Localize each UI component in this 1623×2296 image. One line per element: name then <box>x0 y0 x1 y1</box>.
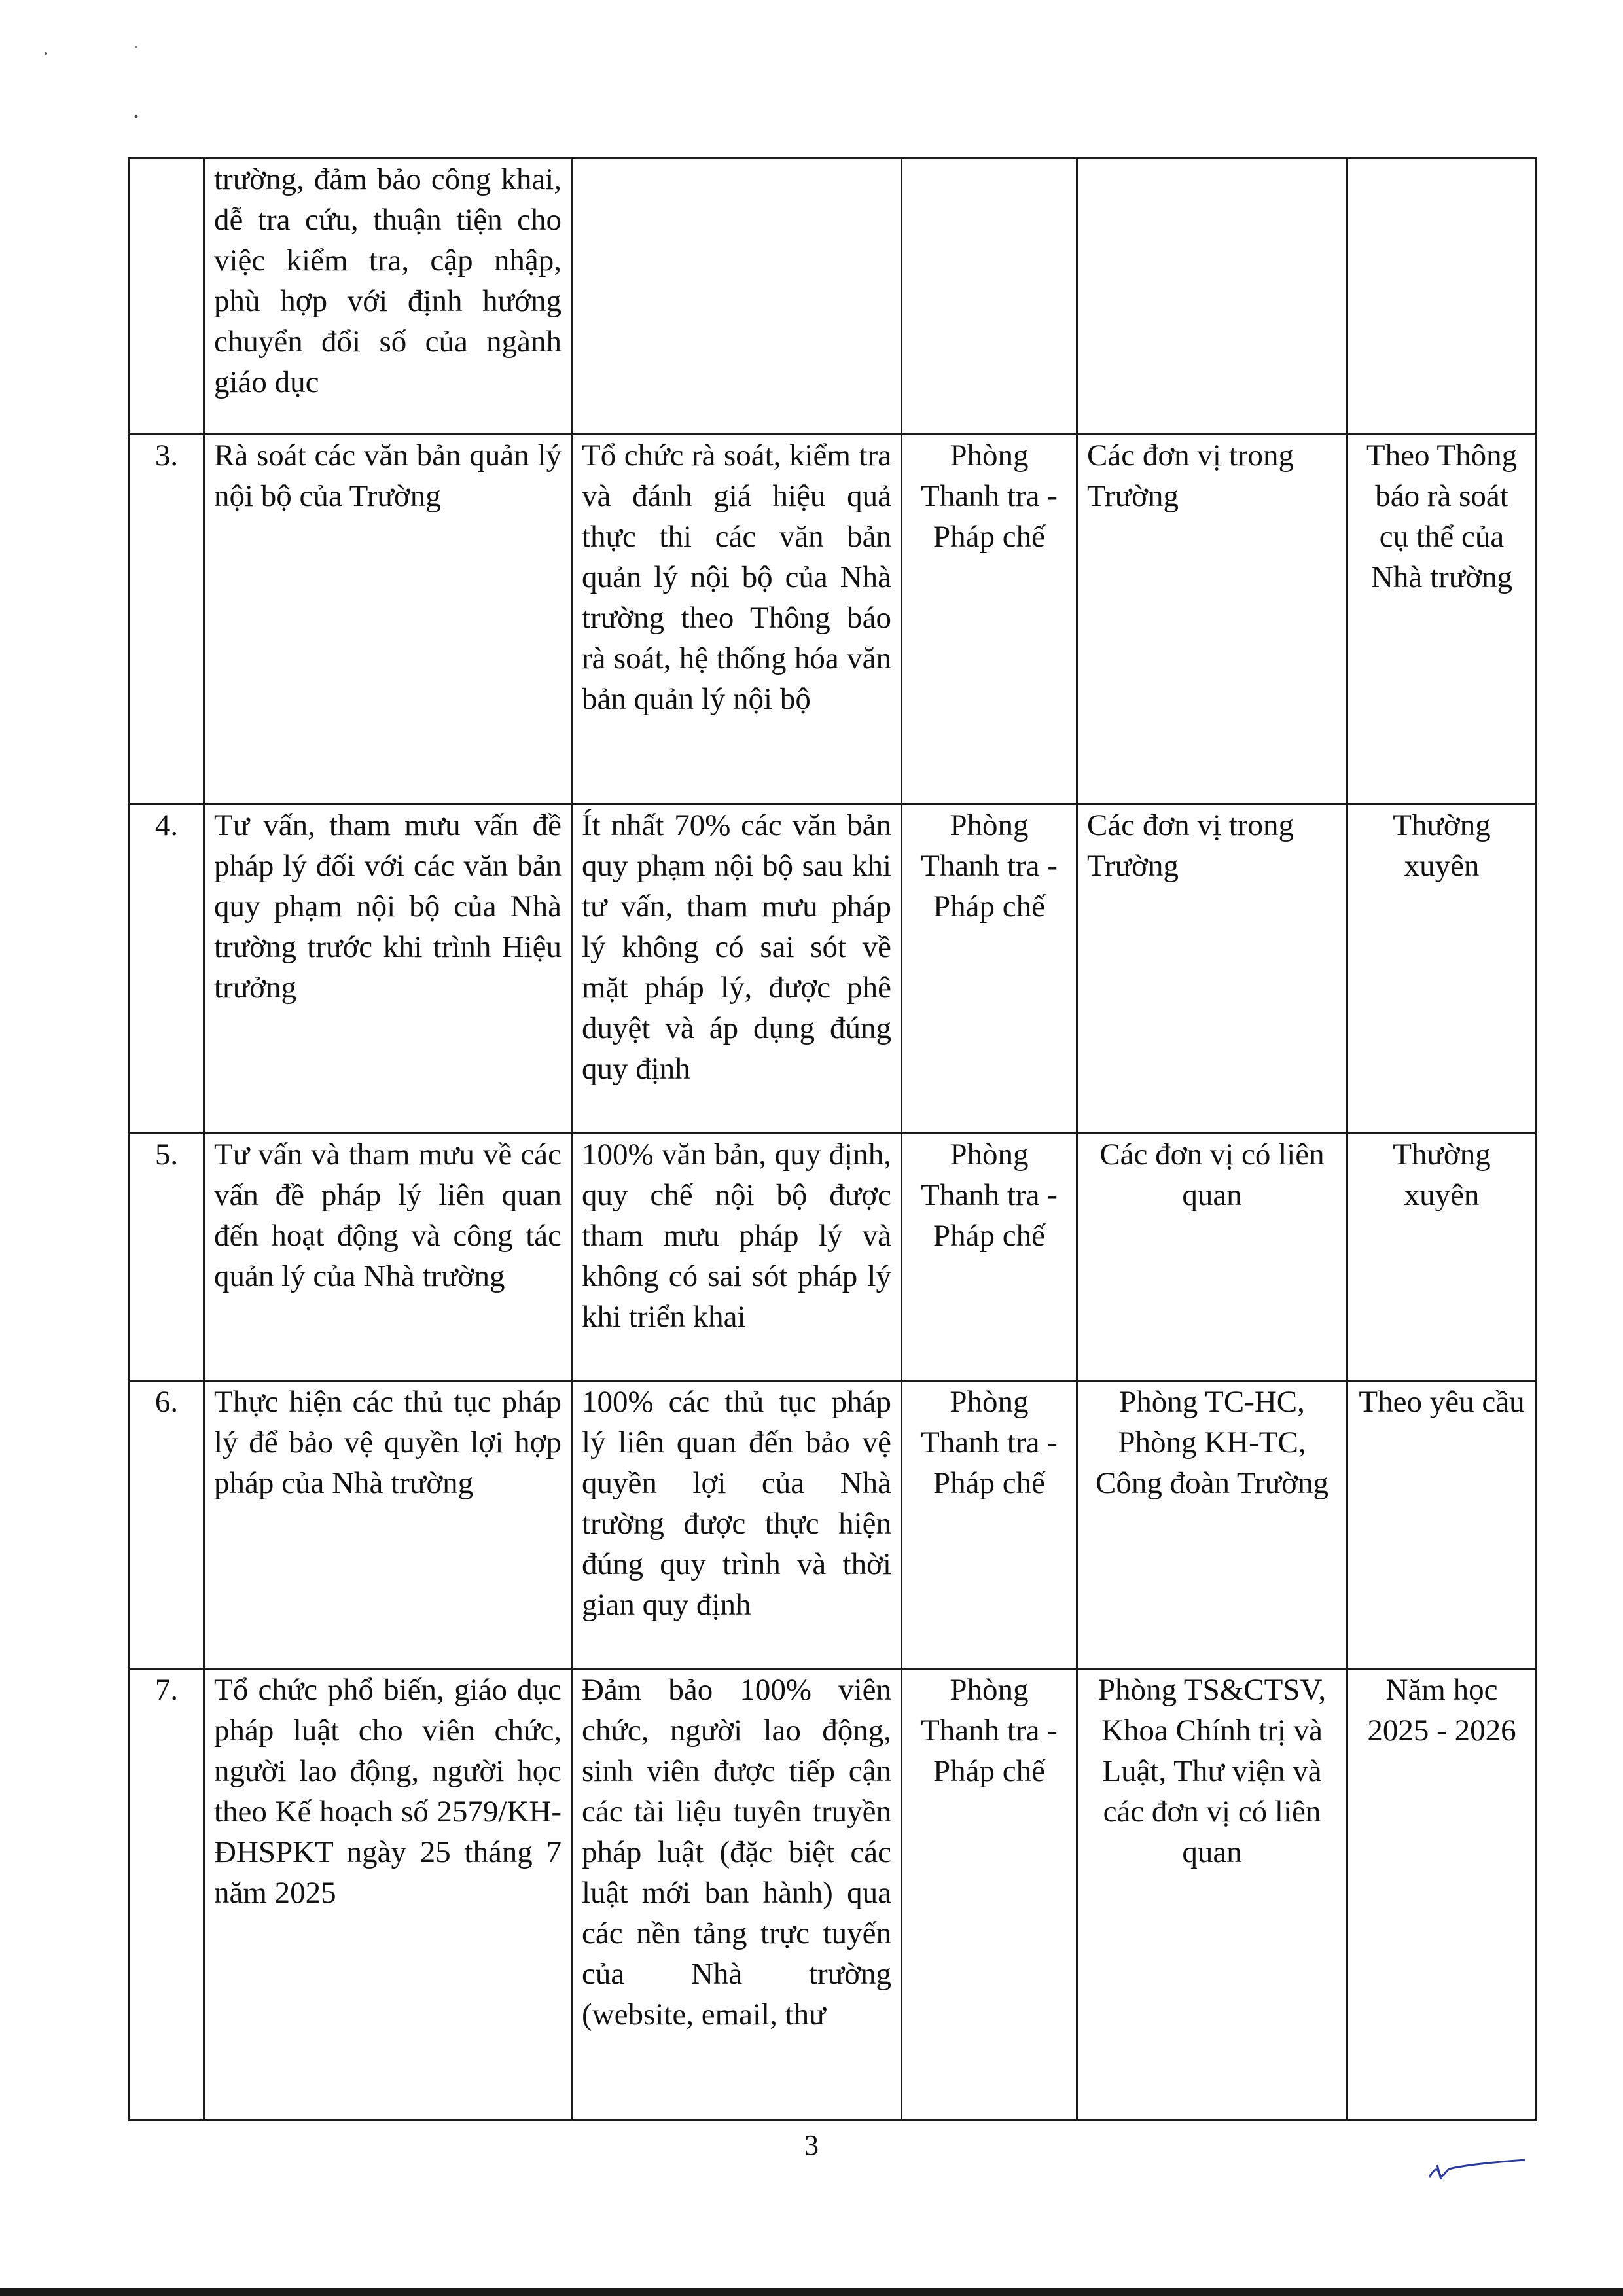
lead-unit-text: Phòng Thanh tra - Pháp chế <box>921 1385 1058 1500</box>
time-cell <box>1347 1381 1537 1669</box>
table-row <box>130 435 1537 804</box>
result-cell <box>572 1134 902 1381</box>
coordinating-unit-cell <box>1077 435 1347 804</box>
task-cell <box>204 1134 572 1381</box>
result-cell <box>572 158 902 435</box>
task-text: Tổ chức phổ biến, giáo dục pháp luật cho viên chức, người lao động, người học theo Kế hoạch số 2579/KH-ĐHSPKT ngày 25 tháng 7 năm 2025 <box>214 1673 562 1910</box>
result-cell <box>572 1381 902 1669</box>
task-text: Tư vấn và tham mưu về các vấn đề pháp lý liên quan đến hoạt động và công tác quản lý của Nhà trường <box>214 1138 562 1293</box>
row-number: 5. <box>154 1138 179 1172</box>
row-number-cell <box>130 1134 204 1381</box>
lead-unit-cell <box>902 435 1077 804</box>
table-row <box>130 158 1537 435</box>
row-number: 4. <box>154 808 179 842</box>
result-cell <box>572 804 902 1134</box>
coordinating-unit-text: Các đơn vị trong Trường <box>1087 808 1294 883</box>
result-cell <box>572 435 902 804</box>
table-row <box>130 804 1537 1134</box>
lead-unit-text: Phòng Thanh tra - Pháp chế <box>921 808 1058 924</box>
result-text: 100% các thủ tục pháp lý liên quan đến bảo vệ quyền lợi của Nhà trường được thực hiện đúng quy trình và thời gian quy định <box>582 1385 891 1622</box>
task-cell <box>204 1669 572 2121</box>
row-number: 7. <box>154 1673 179 1707</box>
coordinating-unit-cell <box>1077 1381 1347 1669</box>
table-row <box>130 1381 1537 1669</box>
task-text: Thực hiện các thủ tục pháp lý để bảo vệ quyền lợi hợp pháp của Nhà trường <box>214 1385 562 1500</box>
time-text: Theo yêu cầu <box>1359 1385 1525 1419</box>
coordinating-unit-cell <box>1077 1134 1347 1381</box>
coordinating-unit-text: Phòng TS&CTSV, Khoa Chính trị và Luật, Thư viện và các đơn vị có liên quan <box>1097 1673 1327 1869</box>
time-text: Thường xuyên <box>1393 1138 1491 1212</box>
lead-unit-cell <box>902 1381 1077 1669</box>
table-row <box>130 1134 1537 1381</box>
coordinating-unit-text: Phòng TC-HC, Phòng KH-TC, Công đoàn Trường <box>1096 1385 1329 1500</box>
time-cell <box>1347 435 1537 804</box>
result-text: 100% văn bản, quy định, quy chế nội bộ được tham mưu pháp lý và không có sai sót pháp lý khi triển khai <box>582 1138 891 1334</box>
row-number: 3. <box>154 439 179 473</box>
task-text: trường, đảm bảo công khai, dễ tra cứu, thuận tiện cho việc kiểm tra, cập nhập, phù hợp với định hướng chuyển đổi số của ngành giáo dục <box>214 162 562 399</box>
lead-unit-cell <box>902 1134 1077 1381</box>
time-cell <box>1347 804 1537 1134</box>
time-text: Năm học 2025 - 2026 <box>1367 1673 1516 1748</box>
page-number: 3 <box>804 2129 819 2161</box>
initials-signature <box>1425 2157 1530 2183</box>
row-number: 6. <box>154 1385 179 1419</box>
table-row <box>130 1669 1537 2121</box>
task-cell <box>204 158 572 435</box>
row-number-cell <box>130 158 204 435</box>
scan-specks <box>39 39 170 131</box>
result-text: Đảm bảo 100% viên chức, người lao động, sinh viên được tiếp cận các tài liệu tuyên truyền pháp luật (đặc biệt các luật mới ban hành) qua các nền tảng trực tuyến của Nhà trường (website, email, thư <box>582 1673 891 2032</box>
lead-unit-text: Phòng Thanh tra - Pháp chế <box>921 1138 1058 1253</box>
task-text: Tư vấn, tham mưu vấn đề pháp lý đối với các văn bản quy phạm nội bộ của Nhà trường trước khi trình Hiệu trưởng <box>214 808 562 1005</box>
coordinating-unit-cell <box>1077 1669 1347 2121</box>
task-text: Rà soát các văn bản quản lý nội bộ của Trường <box>214 439 562 513</box>
task-cell <box>204 1381 572 1669</box>
row-number-cell <box>130 435 204 804</box>
task-cell <box>204 804 572 1134</box>
task-cell <box>204 435 572 804</box>
lead-unit-cell <box>902 804 1077 1134</box>
lead-unit-text: Phòng Thanh tra - Pháp chế <box>921 1673 1058 1788</box>
time-cell <box>1347 1134 1537 1381</box>
time-text: Theo Thông báo rà soát cụ thể của Nhà trường <box>1366 439 1518 594</box>
lead-unit-cell <box>902 158 1077 435</box>
row-number-cell <box>130 1381 204 1669</box>
time-text: Thường xuyên <box>1393 808 1491 883</box>
lead-unit-text: Phòng Thanh tra - Pháp chế <box>921 439 1058 554</box>
result-text: Tổ chức rà soát, kiểm tra và đánh giá hiệu quả thực thi các văn bản quản lý nội bộ của Nhà trường theo Thông báo rà soát, hệ thống hóa văn bản quản lý nội bộ <box>582 439 891 716</box>
lead-unit-cell <box>902 1669 1077 2121</box>
scan-bottom-edge <box>0 2288 1623 2296</box>
coordinating-unit-cell <box>1077 804 1347 1134</box>
result-cell <box>572 1669 902 2121</box>
result-text: Ít nhất 70% các văn bản quy phạm nội bộ sau khi tư vấn, tham mưu pháp lý không có sai sót về mặt pháp lý, được phê duyệt và áp dụng đúng quy định <box>582 808 891 1086</box>
row-number-cell <box>130 804 204 1134</box>
work-plan-table <box>128 157 1537 2121</box>
time-cell <box>1347 158 1537 435</box>
time-cell <box>1347 1669 1537 2121</box>
coordinating-unit-text: Các đơn vị trong Trường <box>1087 439 1294 513</box>
row-number-cell <box>130 1669 204 2121</box>
coordinating-unit-cell <box>1077 158 1347 435</box>
coordinating-unit-text: Các đơn vị có liên quan <box>1099 1138 1325 1212</box>
